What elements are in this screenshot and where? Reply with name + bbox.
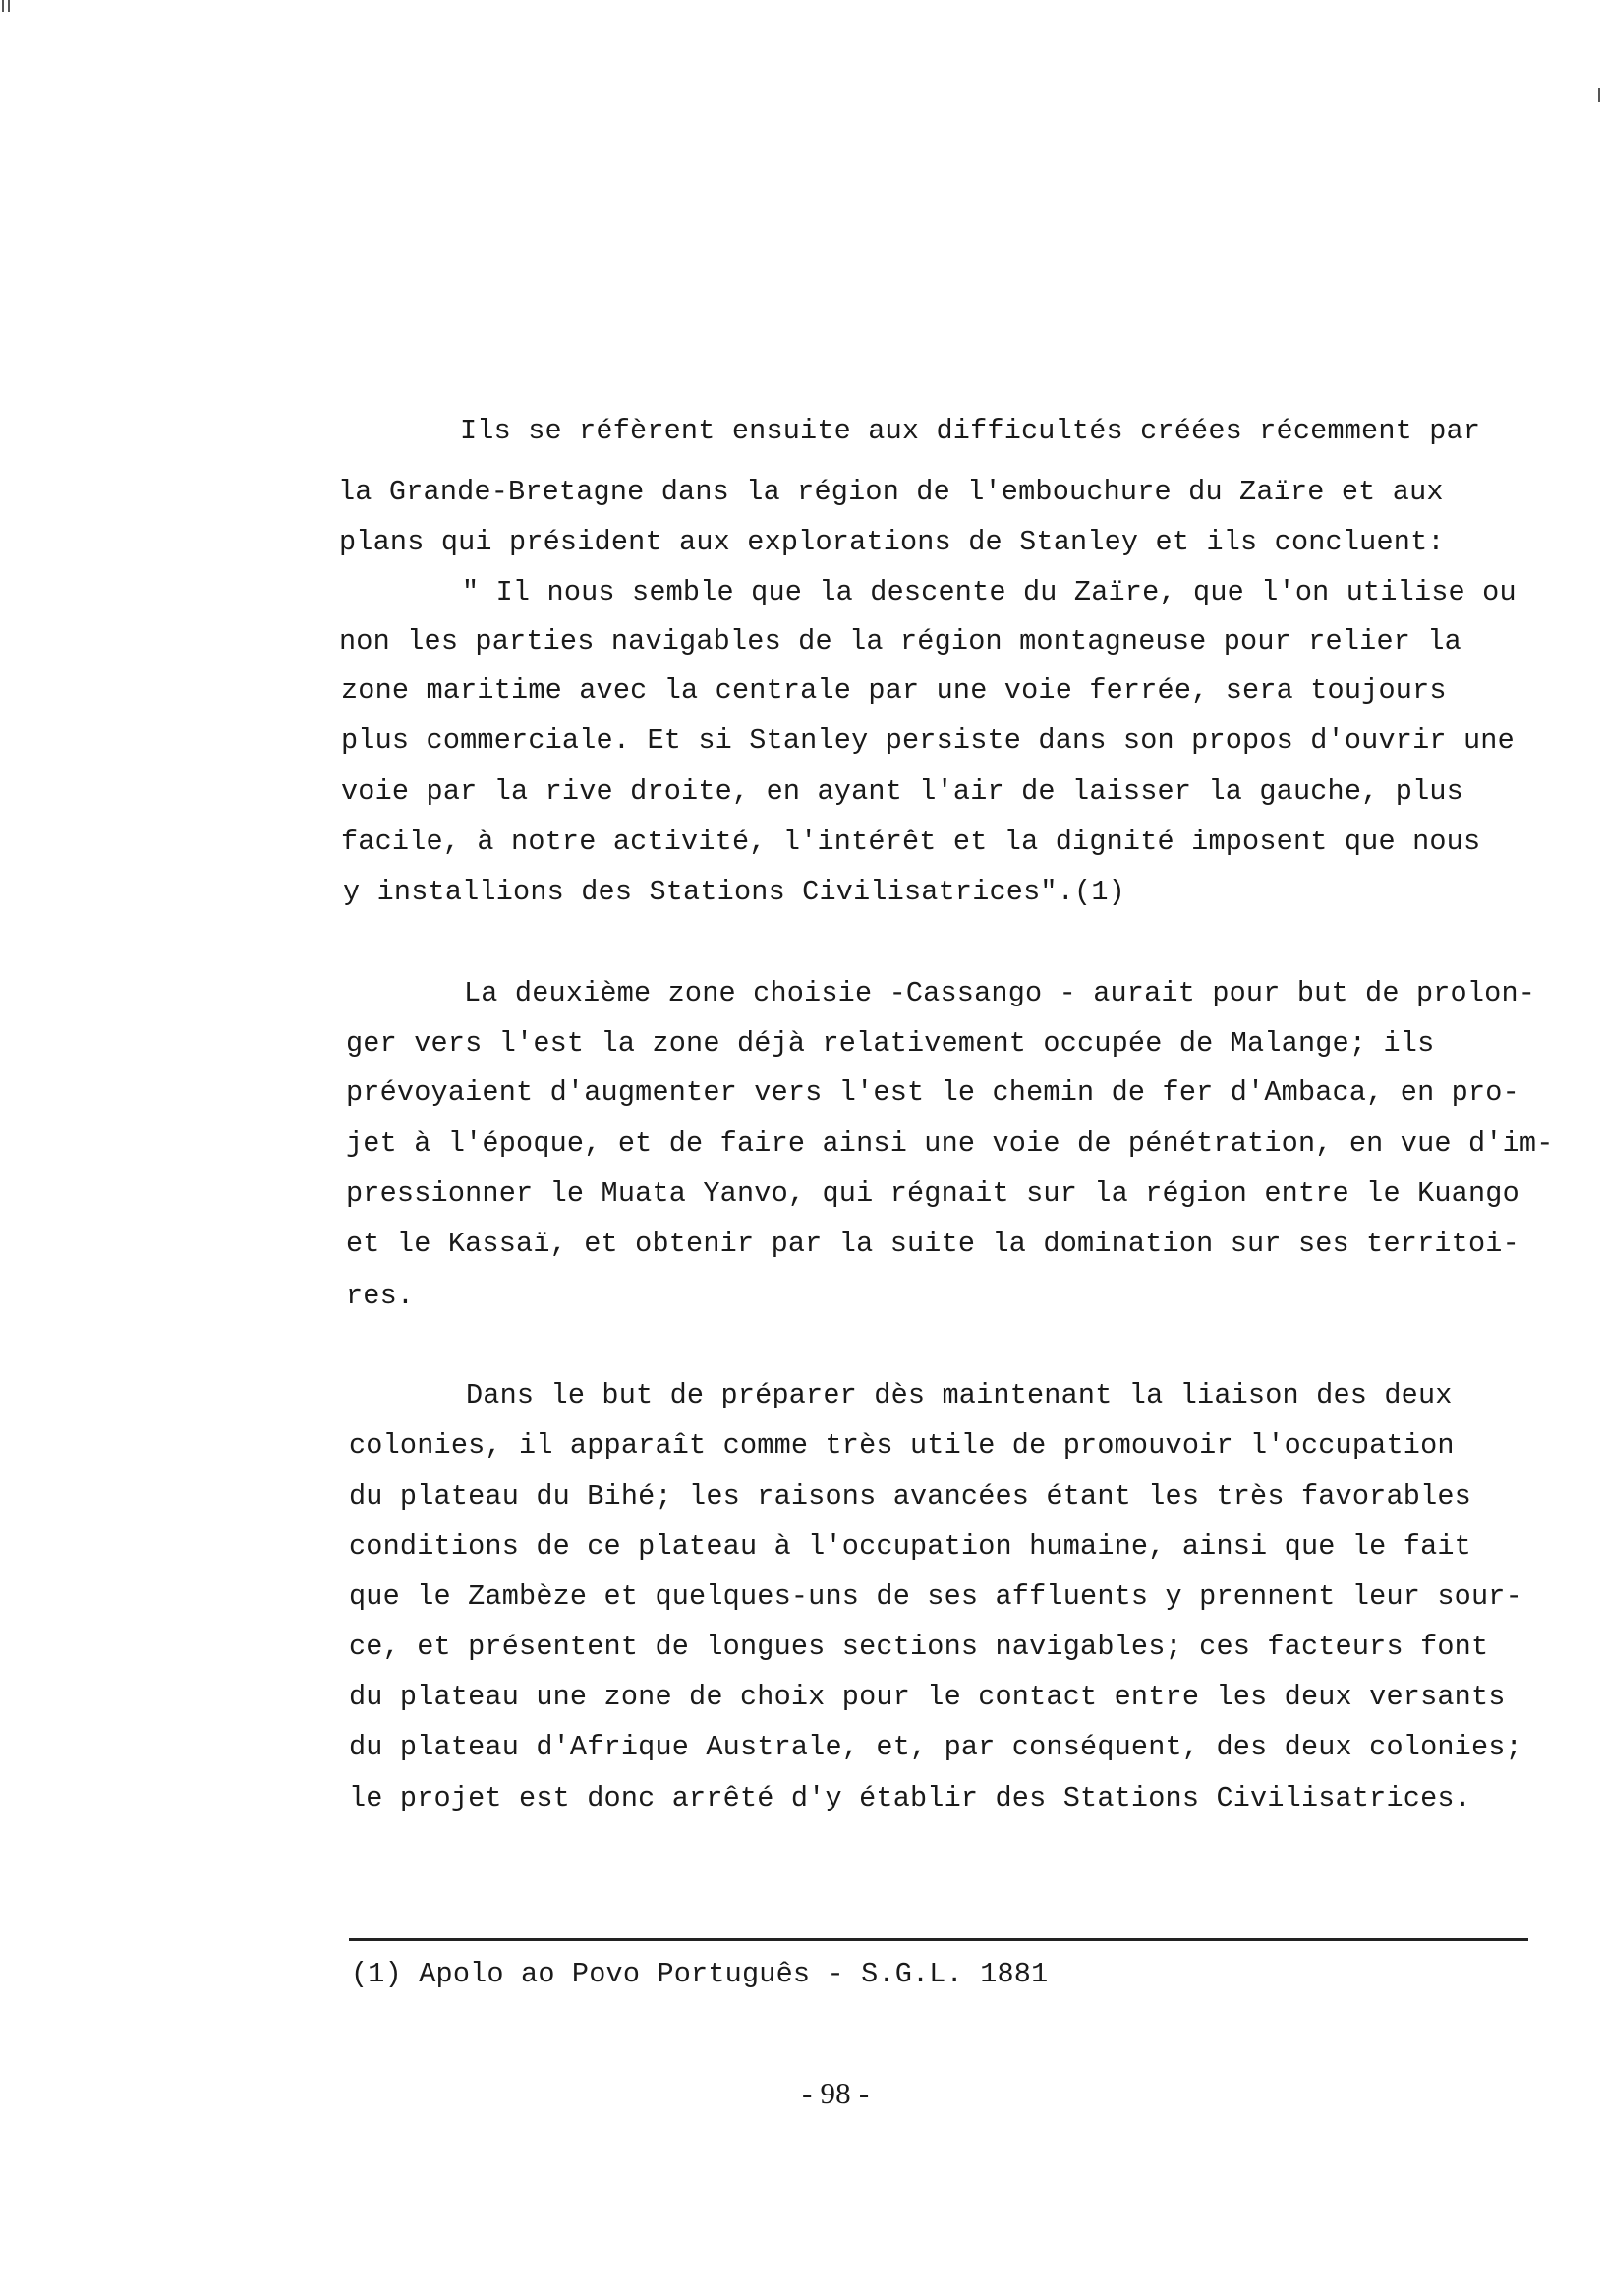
text-line: facile, à notre activité, l'intérêt et la dignité imposent que nous bbox=[341, 826, 1481, 858]
scan-mark-top-left bbox=[2, 0, 4, 12]
page-number: - 98 - bbox=[802, 2076, 870, 2110]
text-line: ce, et présentent de longues sections navigables; ces facteurs font bbox=[349, 1631, 1489, 1663]
text-line: jet à l'époque, et de faire ainsi une voie de pénétration, en vue d'im- bbox=[346, 1127, 1554, 1160]
scan-mark-top-left-2 bbox=[8, 0, 10, 12]
text-line: prévoyaient d'augmenter vers l'est le chemin de fer d'Ambaca, en pro- bbox=[346, 1076, 1519, 1109]
text-line: Ils se réfèrent ensuite aux difficultés créées récemment par bbox=[460, 415, 1481, 447]
text-line: et le Kassaï, et obtenir par la suite la domination sur ses territoi- bbox=[346, 1228, 1519, 1260]
text-line: y installions des Stations Civilisatrices".(1) bbox=[343, 876, 1125, 908]
footnote-rule bbox=[349, 1938, 1528, 1941]
text-line: plus commerciale. Et si Stanley persiste dans son propos d'ouvrir une bbox=[341, 724, 1515, 757]
text-line: du plateau du Bihé; les raisons avancées étant les très favorables bbox=[349, 1480, 1471, 1513]
text-line: colonies, il apparaît comme très utile de promouvoir l'occupation bbox=[349, 1429, 1455, 1462]
text-line: la Grande-Bretagne dans la région de l'embouchure du Zaïre et aux bbox=[338, 476, 1444, 508]
scan-mark-right-edge bbox=[1598, 88, 1600, 102]
text-line: du plateau une zone de choix pour le contact entre les deux versants bbox=[349, 1681, 1506, 1713]
text-line: res. bbox=[346, 1280, 415, 1312]
text-line: Dans le but de préparer dès maintenant la liaison des deux bbox=[466, 1379, 1453, 1411]
text-line: La deuxième zone choisie -Cassango - aurait pour but de prolon- bbox=[464, 977, 1536, 1009]
text-line: conditions de ce plateau à l'occupation humaine, ainsi que le fait bbox=[349, 1530, 1471, 1563]
text-line: voie par la rive droite, en ayant l'air de laisser la gauche, plus bbox=[341, 775, 1463, 808]
text-line: le projet est donc arrêté d'y établir des Stations Civilisatrices. bbox=[349, 1782, 1471, 1814]
footnote: (1) Apolo ao Povo Português - S.G.L. 1881 bbox=[351, 1958, 1049, 1990]
text-line: zone maritime avec la centrale par une voie ferrée, sera toujours bbox=[341, 674, 1447, 707]
text-line: ger vers l'est la zone déjà relativement occupée de Malange; ils bbox=[346, 1027, 1435, 1060]
text-line: " Il nous semble que la descente du Zaïre, que l'on utilise ou bbox=[462, 576, 1517, 608]
text-line: que le Zambèze et quelques-uns de ses affluents y prennent leur sour- bbox=[349, 1580, 1522, 1613]
text-line: non les parties navigables de la région montagneuse pour relier la bbox=[339, 625, 1461, 658]
text-line: du plateau d'Afrique Australe, et, par conséquent, des deux colonies; bbox=[349, 1731, 1522, 1763]
text-line: plans qui président aux explorations de Stanley et ils concluent: bbox=[339, 526, 1445, 558]
text-line: pressionner le Muata Yanvo, qui régnait sur la région entre le Kuango bbox=[346, 1177, 1519, 1210]
